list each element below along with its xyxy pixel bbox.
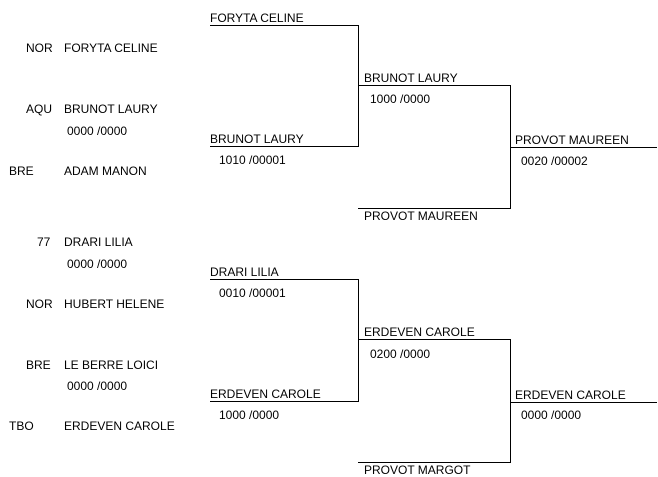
bracket-slot-score: 1000 /0000 [370, 92, 431, 106]
entry-score: 0000 /0000 [67, 379, 128, 393]
entry-score: 0000 /0000 [67, 124, 128, 138]
entry-name: HUBERT HELENE [64, 297, 165, 311]
bracket-connector [510, 339, 511, 462]
entry-club: AQU [26, 102, 53, 116]
entry-club: NOR [26, 297, 53, 311]
bracket-slot-score: 1010 /00001 [219, 153, 286, 167]
bracket-slot-score: 0010 /00001 [219, 286, 286, 300]
bracket-connector [358, 279, 359, 401]
bracket-slot-name: PROVOT MARGOT [364, 463, 471, 477]
bracket-line [210, 401, 359, 402]
entry-club: NOR [26, 41, 53, 55]
entry-club: 77 [37, 235, 51, 249]
bracket-line [210, 25, 359, 26]
bracket-slot-name: ERDEVEN CAROLE [210, 387, 321, 401]
bracket-slot-score: 0200 /0000 [370, 347, 431, 361]
entry-name: ADAM MANON [64, 164, 147, 178]
entry-club: TBO [9, 419, 34, 433]
bracket-line [358, 339, 511, 340]
entry-score: 0000 /0000 [67, 257, 128, 271]
bracket-slot-name: BRUNOT LAURY [210, 132, 304, 146]
bracket-slot-name: PROVOT MAUREEN [364, 209, 478, 223]
entry-name: BRUNOT LAURY [64, 102, 158, 116]
bracket-slot-name: FORYTA CELINE [210, 11, 304, 25]
entry-name: FORYTA CELINE [64, 41, 158, 55]
entry-club: BRE [26, 358, 51, 372]
entry-name: LE BERRE LOICI [64, 358, 159, 372]
bracket-line [210, 146, 359, 147]
bracket-slot-name: ERDEVEN CAROLE [364, 325, 475, 339]
bracket-slot-name: DRARI LILIA [210, 265, 279, 279]
bracket-slot-score: 0020 /00002 [521, 154, 588, 168]
bracket-line [510, 402, 657, 403]
bracket-slot-score: 1000 /0000 [219, 408, 280, 422]
bracket-slot-name: ERDEVEN CAROLE [515, 388, 626, 402]
bracket-line [510, 147, 657, 148]
bracket-line [210, 279, 359, 280]
bracket-line [358, 85, 511, 86]
bracket-slot-score: 0000 /0000 [521, 408, 582, 422]
entry-name: DRARI LILIA [64, 235, 133, 249]
entry-club: BRE [9, 164, 34, 178]
bracket-slot-name: BRUNOT LAURY [364, 71, 458, 85]
bracket-slot-name: PROVOT MAUREEN [515, 133, 629, 147]
entry-name: ERDEVEN CAROLE [64, 419, 175, 433]
